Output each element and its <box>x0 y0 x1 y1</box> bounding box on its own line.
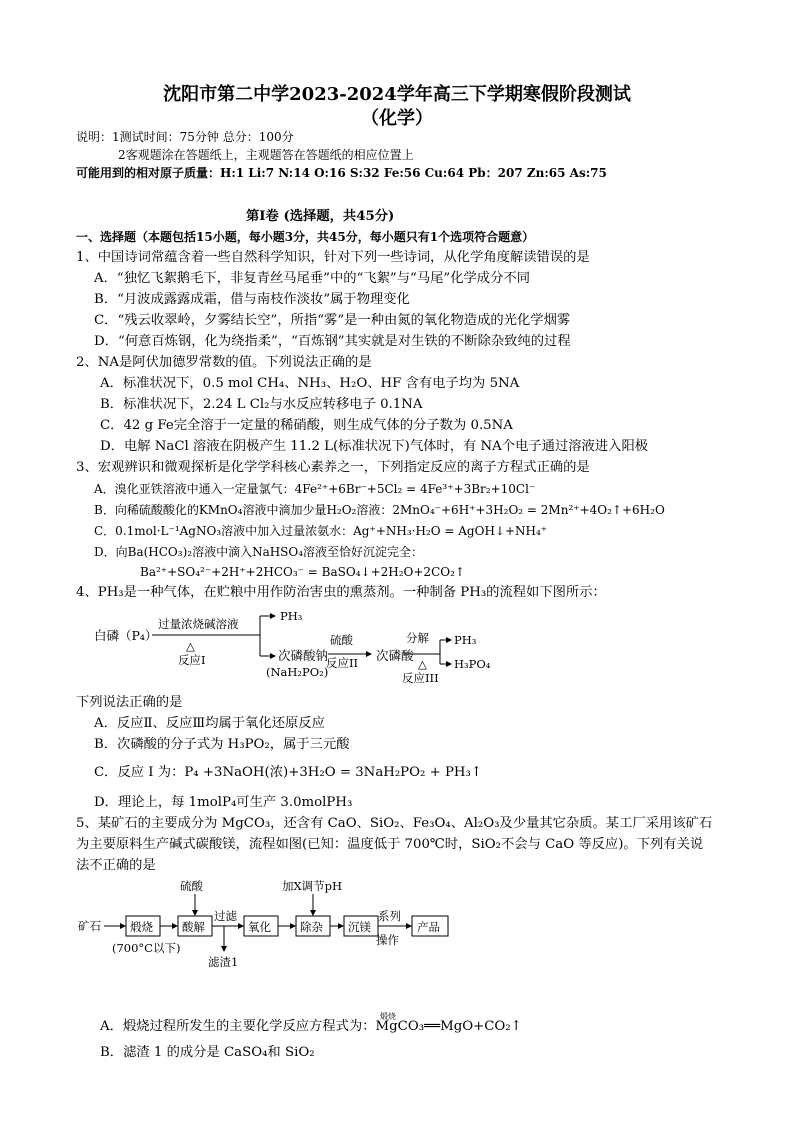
q5-flow-diagram <box>74 874 464 970</box>
flow-hypophosphorous-acid: 次磷酸 <box>376 648 414 663</box>
q4-flow-diagram <box>90 604 510 690</box>
q1-option-b: B．“月波成露露成霜，借与南枝作淡妆”属于物理变化 <box>94 292 410 307</box>
flow-reaction-3: 反应III <box>402 671 439 685</box>
q4-option-a: A．反应Ⅱ、反应Ⅲ均属于氧化还原反应 <box>94 716 325 731</box>
q4-lead: 下列说法正确的是 <box>76 695 183 710</box>
flow-reaction-1: 反应I <box>178 653 206 667</box>
q1-option-d: D．“何意百炼钢，化为绕指柔”，“百炼钢”其实就是对生铁的不断除杂致纯的过程 <box>94 334 571 349</box>
q5-stem-2: 为主要原料生产碱式碳酸镁，流程如图(已知：温度低于 700℃时，SiO₂不会与 CaO 等反应)。下列有关说 <box>76 837 704 852</box>
flow5-oxidize: 氧化 <box>248 920 271 934</box>
flow-reaction-2: 反应II <box>326 656 359 670</box>
flow-white-phosphorus: 白磷（P₄） <box>94 628 158 643</box>
flow5-series: 系列 <box>378 909 401 923</box>
q2-option-b: B．标准状况下，2.24 L Cl₂与水反应转移电子 0.1NA <box>100 397 423 412</box>
q1-option-a: A．“独忆飞絮鹅毛下，非复青丝马尾垂”中的“飞絮”与“马尾”化学成分不同 <box>94 271 530 286</box>
q5-option-a-condition: 煅烧 <box>380 1012 396 1021</box>
q5-stem-3: 法不正确的是 <box>76 858 156 873</box>
flow-heat-3: △ <box>418 657 427 671</box>
note-line-2: 2客观题涂在答题纸上，主观题答在答题纸的相应位置上 <box>118 148 414 162</box>
flow5-ore: 矿石 <box>78 919 101 933</box>
q3-option-a: A．溴化亚铁溶液中通入一定量氯气：4Fe²⁺+6Br⁻+5Cl₂ = 4Fe³⁺+3Br₂+10Cl⁻ <box>94 482 536 496</box>
q2-option-d: D．电解 NaCl 溶液在阴极产生 11.2 L(标准状况下)气体时，有 NA个电子通过溶液进入阳极 <box>100 439 649 454</box>
flow-reagent-sulfuric: 硫酸 <box>330 633 353 647</box>
exam-subtitle: （化学） <box>361 108 433 129</box>
flow5-sulfuric-acid: 硫酸 <box>180 879 203 893</box>
flow5-dissolve: 酸解 <box>182 920 205 934</box>
q5-option-a: A．煅烧过程所发生的主要化学反应方程式为：MgCO₃══MgO+CO₂↑ <box>100 1019 522 1034</box>
section-title: 第Ⅰ卷 (选择题，共45分) <box>246 209 395 224</box>
section-instruction: 一、选择题（本题包括15小题，每小题3分，共45分，每小题只有1个选项符合题意） <box>76 230 535 244</box>
q5-stem-1: 5、某矿石的主要成分为 MgCO₃，还含有 CaO、SiO₂、Fe₃O₄、Al₂O₃及少量其它杂质。某工厂采用该矿石 <box>76 816 713 831</box>
q4-option-d: D．理论上，每 1molP₄可生产 3.0molPH₃ <box>94 795 353 810</box>
flow5-residue: 滤渣1 <box>208 955 239 969</box>
q1-stem: 1、中国诗词常蕴含着一些自然科学知识，针对下列一些诗词，从化学角度解读错误的是 <box>76 250 590 265</box>
flow5-purify: 除杂 <box>300 920 323 934</box>
flow-ph3-1: PH₃ <box>280 609 303 623</box>
q4-stem: 4、PH₃是一种气体，在贮粮中用作防治害虫的熏蒸剂。一种制备 PH₃的流程如下图所示： <box>76 585 606 600</box>
q3-option-b: B．向稀硫酸酸化的KMnO₄溶液中滴加少量H₂O₂溶液：2MnO₄⁻+6H⁺+3H₂O₂ = 2Mn²⁺+4O₂↑+6H₂O <box>94 503 665 517</box>
flow5-precip: 沉镁 <box>348 920 371 934</box>
flow5-adjust-ph: 加X调节pH <box>282 879 343 893</box>
flow-ph3-3: PH₃ <box>454 633 477 647</box>
flow-sodium-hypophosphite-formula: (NaH₂PO₂) <box>266 665 329 679</box>
flow-arrowhead-1b <box>270 653 276 659</box>
flow5-calcine: 煅烧 <box>130 920 153 934</box>
q3-option-d-equation: Ba²⁺+SO₄²⁻+2H⁺+2HCO₃⁻ = BaSO₄↓+2H₂O+2CO₂↑ <box>140 565 465 579</box>
q4-option-c: C．反应 I 为：P₄ +3NaOH(浓)+3H₂O = 3NaH₂PO₂ + PH₃↑ <box>94 765 482 780</box>
q4-option-b: B．次磷酸的分子式为 H₃PO₂，属于三元酸 <box>94 737 350 752</box>
exam-title: 沈阳市第二中学2023-2024学年高三下学期寒假阶段测试 <box>163 84 631 105</box>
note-line-1: 说明：1测试时间：75分钟 总分：100分 <box>76 130 294 144</box>
q3-stem: 3、宏观辨识和微观探析是化学学科核心素养之一，下列指定反应的离子方程式正确的是 <box>76 460 590 475</box>
flow-decompose: 分解 <box>406 631 429 645</box>
atomic-masses: 可能用到的相对原子质量：H:1 Li:7 N:14 O:16 S:32 Fe:56 Cu:64 Pb：207 Zn:65 As:75 <box>76 166 607 180</box>
flow5-temp: (700°C以下) <box>112 941 181 955</box>
flow-sodium-hypophosphite: 次磷酸钠 <box>278 648 329 663</box>
flow5-filter: 过滤 <box>214 909 237 923</box>
q1-option-c: C．“残云收翠岭，夕雾结长空”，所指“雾”是一种由氮的氧化物造成的光化学烟雾 <box>94 313 571 328</box>
q3-option-d: D．向Ba(HCO₃)₂溶液中滴入NaHSO₄溶液至恰好沉淀完全： <box>94 545 424 559</box>
flow-phosphoric-acid: H₃PO₄ <box>454 657 491 671</box>
q3-option-c: C．0.1mol·L⁻¹AgNO₃溶液中加入过量浓氨水：Ag⁺+NH₃·H₂O = AgOH↓+NH₄⁺ <box>94 524 548 538</box>
q2-option-c: C．42 g Fe完全溶于一定量的稀硝酸，则生成气体的分子数为 0.5NA <box>100 418 513 433</box>
q2-stem: 2、NA是阿伏加德罗常数的值。下列说法正确的是 <box>76 355 372 370</box>
flow-heat-1: △ <box>186 639 195 653</box>
flow5-product: 产品 <box>417 920 440 934</box>
q2-option-a: A．标准状况下，0.5 mol CH₄、NH₃、H₂O、HF 含有电子均为 5NA <box>100 376 520 391</box>
q5-option-b: B．滤渣 1 的成分是 CaSO₄和 SiO₂ <box>100 1045 315 1060</box>
flow-arrowhead-1a <box>270 613 276 619</box>
flow5-operate: 操作 <box>376 933 399 947</box>
flow-reagent-naoh: 过量浓烧碱溶液 <box>158 617 239 631</box>
